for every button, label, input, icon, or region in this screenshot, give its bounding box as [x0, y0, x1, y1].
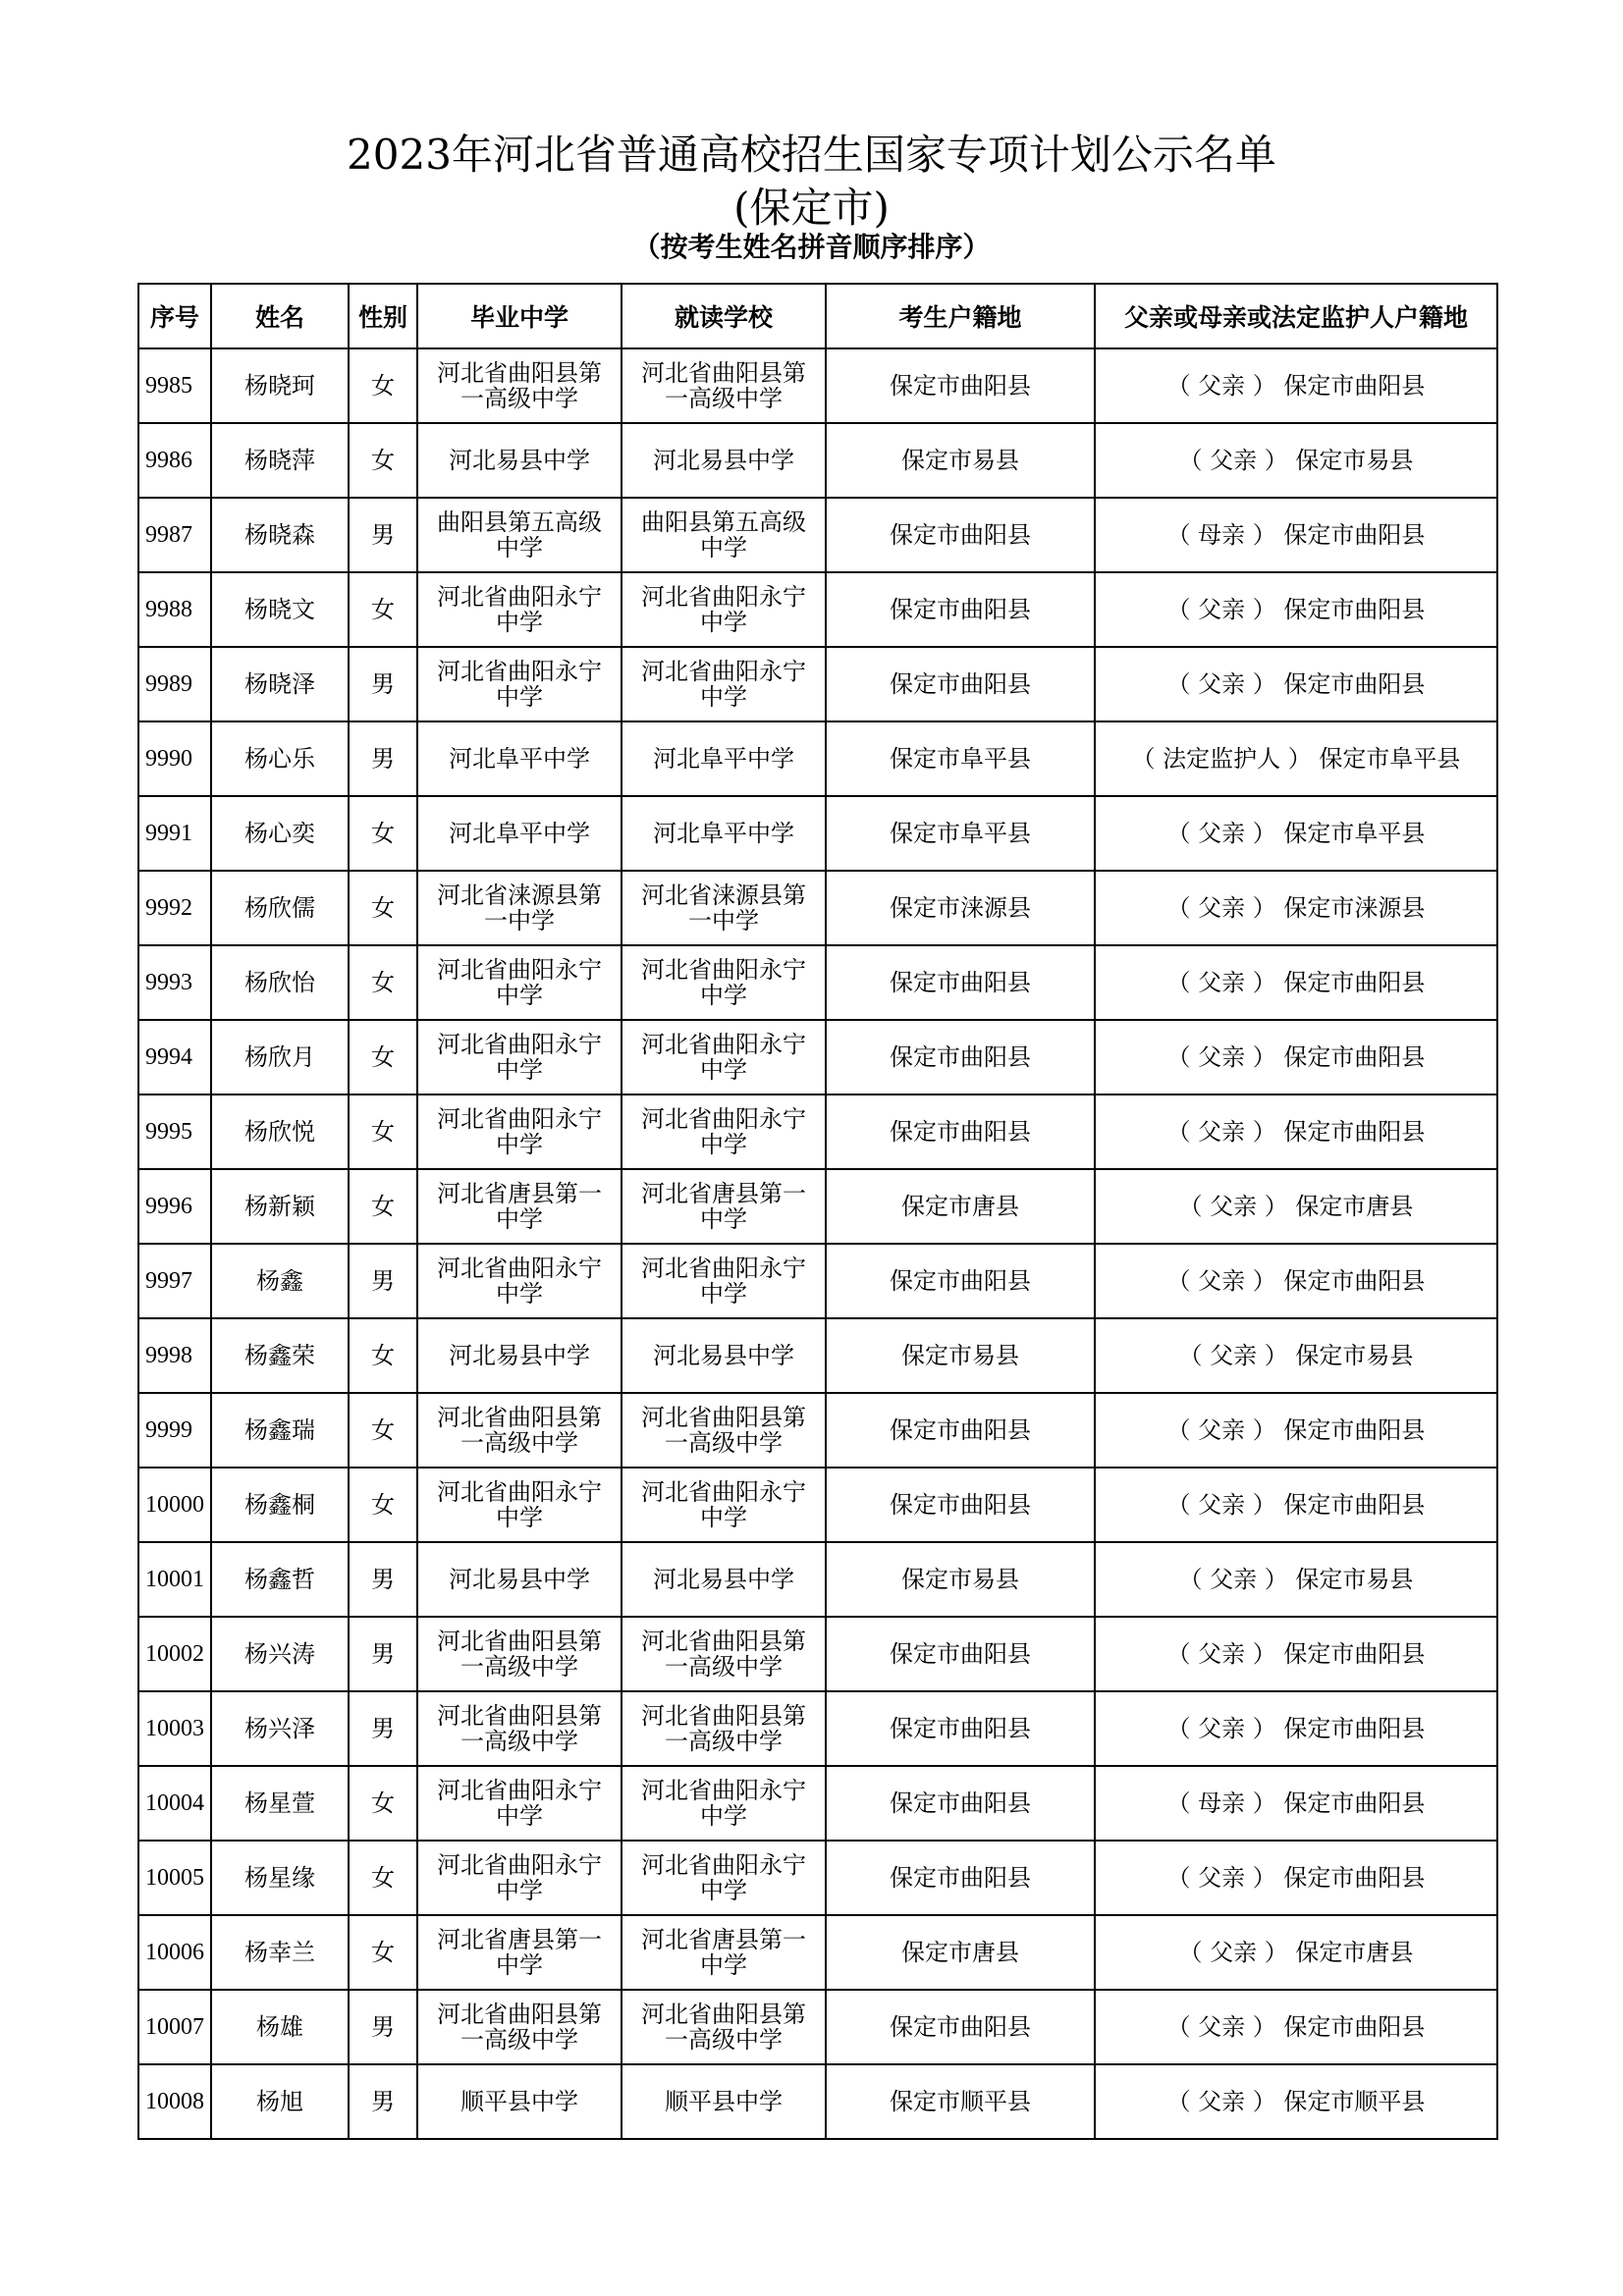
table-row — [138, 348, 1497, 423]
cell-current-school: 河北省唐县第一中学 — [622, 1169, 826, 1244]
header-seq: 序号 — [138, 284, 211, 348]
cell-current-school: 河北省曲阳县第一高级中学 — [622, 1617, 826, 1691]
cell-current-school: 河北易县中学 — [622, 1542, 826, 1617]
cell-name: 杨兴涛 — [211, 1617, 349, 1691]
cell-gender: 男 — [349, 1244, 417, 1318]
table-row — [138, 1990, 1497, 2064]
cell-household-registration: 保定市曲阳县 — [826, 1990, 1095, 2064]
table-row — [138, 647, 1497, 721]
cell-gender: 女 — [349, 1468, 417, 1542]
cell-gender: 女 — [349, 796, 417, 871]
cell-graduated-school: 河北易县中学 — [417, 1542, 622, 1617]
cell-seq: 9996 — [138, 1169, 211, 1244]
cell-name: 杨旭 — [211, 2064, 349, 2139]
cell-name: 杨心奕 — [211, 796, 349, 871]
table-row — [138, 2064, 1497, 2139]
cell-graduated-school: 河北省曲阳永宁中学 — [417, 1244, 622, 1318]
cell-gender: 女 — [349, 1841, 417, 1915]
cell-graduated-school: 河北省曲阳永宁中学 — [417, 1095, 622, 1169]
cell-guardian-registration: （ 父亲 ） 保定市曲阳县 — [1095, 945, 1497, 1020]
cell-current-school: 河北易县中学 — [622, 1318, 826, 1393]
cell-guardian-registration: （ 父亲 ） 保定市阜平县 — [1095, 796, 1497, 871]
cell-seq: 9995 — [138, 1095, 211, 1169]
cell-graduated-school: 河北省曲阳永宁中学 — [417, 1841, 622, 1915]
cell-seq: 9999 — [138, 1393, 211, 1468]
cell-gender: 女 — [349, 1915, 417, 1990]
cell-name: 杨鑫桐 — [211, 1468, 349, 1542]
cell-guardian-registration: （ 母亲 ） 保定市曲阳县 — [1095, 1766, 1497, 1841]
cell-guardian-registration: （ 父亲 ） 保定市易县 — [1095, 1542, 1497, 1617]
cell-graduated-school: 河北省曲阳县第一高级中学 — [417, 348, 622, 423]
cell-seq: 10003 — [138, 1691, 211, 1766]
cell-seq: 10001 — [138, 1542, 211, 1617]
cell-graduated-school: 河北省曲阳县第一高级中学 — [417, 1691, 622, 1766]
cell-gender: 女 — [349, 1318, 417, 1393]
page-subtitle: (保定市) — [733, 184, 890, 232]
cell-gender: 女 — [349, 1020, 417, 1095]
cell-guardian-registration: （ 父亲 ） 保定市曲阳县 — [1095, 1020, 1497, 1095]
cell-guardian-registration: （ 父亲 ） 保定市曲阳县 — [1095, 1468, 1497, 1542]
cell-guardian-registration: （ 父亲 ） 保定市曲阳县 — [1095, 572, 1497, 647]
cell-guardian-registration: （ 父亲 ） 保定市曲阳县 — [1095, 1990, 1497, 2064]
cell-current-school: 河北省唐县第一中学 — [622, 1915, 826, 1990]
cell-name: 杨新颖 — [211, 1169, 349, 1244]
cell-name: 杨晓泽 — [211, 647, 349, 721]
cell-guardian-registration: （ 父亲 ） 保定市曲阳县 — [1095, 647, 1497, 721]
table-row — [138, 945, 1497, 1020]
cell-guardian-registration: （ 法定监护人 ） 保定市阜平县 — [1095, 721, 1497, 796]
cell-household-registration: 保定市易县 — [826, 1318, 1095, 1393]
cell-seq: 10007 — [138, 1990, 211, 2064]
table-row — [138, 1318, 1497, 1393]
cell-guardian-registration: （ 父亲 ） 保定市涞源县 — [1095, 871, 1497, 945]
cell-gender: 男 — [349, 721, 417, 796]
cell-current-school: 河北省曲阳永宁中学 — [622, 1766, 826, 1841]
cell-guardian-registration: （ 父亲 ） 保定市曲阳县 — [1095, 1244, 1497, 1318]
cell-gender: 男 — [349, 2064, 417, 2139]
cell-current-school: 河北省曲阳县第一高级中学 — [622, 348, 826, 423]
cell-graduated-school: 河北省曲阳县第一高级中学 — [417, 1617, 622, 1691]
cell-household-registration: 保定市曲阳县 — [826, 572, 1095, 647]
table-row — [138, 796, 1497, 871]
cell-current-school: 河北省曲阳县第一高级中学 — [622, 1691, 826, 1766]
cell-household-registration: 保定市曲阳县 — [826, 498, 1095, 572]
cell-guardian-registration: （ 父亲 ） 保定市唐县 — [1095, 1915, 1497, 1990]
cell-current-school: 曲阳县第五高级中学 — [622, 498, 826, 572]
table-row — [138, 1393, 1497, 1468]
roster-table — [137, 283, 1498, 2140]
cell-gender: 女 — [349, 1393, 417, 1468]
cell-seq: 10008 — [138, 2064, 211, 2139]
cell-guardian-registration: （ 父亲 ） 保定市曲阳县 — [1095, 1691, 1497, 1766]
cell-household-registration: 保定市曲阳县 — [826, 1095, 1095, 1169]
cell-gender: 男 — [349, 647, 417, 721]
table-row — [138, 1617, 1497, 1691]
cell-current-school: 河北省曲阳永宁中学 — [622, 572, 826, 647]
cell-name: 杨兴泽 — [211, 1691, 349, 1766]
cell-household-registration: 保定市曲阳县 — [826, 1841, 1095, 1915]
cell-gender: 女 — [349, 1766, 417, 1841]
cell-current-school: 河北省曲阳永宁中学 — [622, 647, 826, 721]
cell-name: 杨晓森 — [211, 498, 349, 572]
cell-seq: 9994 — [138, 1020, 211, 1095]
cell-seq: 10002 — [138, 1617, 211, 1691]
cell-current-school: 河北省曲阳永宁中学 — [622, 1095, 826, 1169]
cell-household-registration: 保定市曲阳县 — [826, 1020, 1095, 1095]
cell-gender: 女 — [349, 572, 417, 647]
cell-name: 杨晓萍 — [211, 423, 349, 498]
cell-gender: 男 — [349, 498, 417, 572]
table-row — [138, 1841, 1497, 1915]
cell-graduated-school: 河北省涞源县第一中学 — [417, 871, 622, 945]
cell-gender: 女 — [349, 945, 417, 1020]
cell-guardian-registration: （ 父亲 ） 保定市顺平县 — [1095, 2064, 1497, 2139]
cell-household-registration: 保定市阜平县 — [826, 721, 1095, 796]
page-title: 2023年河北省普通高校招生国家专项计划公示名单 — [347, 131, 1276, 179]
cell-name: 杨欣月 — [211, 1020, 349, 1095]
cell-seq: 9991 — [138, 796, 211, 871]
cell-household-registration: 保定市曲阳县 — [826, 348, 1095, 423]
cell-name: 杨心乐 — [211, 721, 349, 796]
cell-household-registration: 保定市曲阳县 — [826, 1468, 1095, 1542]
table-row — [138, 721, 1497, 796]
cell-household-registration: 保定市涞源县 — [826, 871, 1095, 945]
table-row — [138, 871, 1497, 945]
cell-current-school: 河北阜平中学 — [622, 796, 826, 871]
cell-gender: 女 — [349, 348, 417, 423]
cell-current-school: 河北易县中学 — [622, 423, 826, 498]
cell-current-school: 河北省曲阳永宁中学 — [622, 945, 826, 1020]
header-current-school: 就读学校 — [622, 284, 826, 348]
cell-gender: 女 — [349, 871, 417, 945]
cell-seq: 10005 — [138, 1841, 211, 1915]
cell-seq: 9986 — [138, 423, 211, 498]
cell-name: 杨星萱 — [211, 1766, 349, 1841]
cell-gender: 男 — [349, 1691, 417, 1766]
cell-household-registration: 保定市阜平县 — [826, 796, 1095, 871]
cell-graduated-school: 河北省唐县第一中学 — [417, 1169, 622, 1244]
cell-name: 杨鑫 — [211, 1244, 349, 1318]
cell-graduated-school: 曲阳县第五高级中学 — [417, 498, 622, 572]
cell-seq: 9988 — [138, 572, 211, 647]
cell-household-registration: 保定市易县 — [826, 1542, 1095, 1617]
cell-seq: 9998 — [138, 1318, 211, 1393]
cell-guardian-registration: （ 父亲 ） 保定市曲阳县 — [1095, 1095, 1497, 1169]
cell-graduated-school: 河北省曲阳永宁中学 — [417, 1766, 622, 1841]
cell-name: 杨晓文 — [211, 572, 349, 647]
cell-name: 杨鑫瑞 — [211, 1393, 349, 1468]
header-graduated-school: 毕业中学 — [417, 284, 622, 348]
cell-graduated-school: 河北省唐县第一中学 — [417, 1915, 622, 1990]
cell-seq: 9985 — [138, 348, 211, 423]
cell-graduated-school: 河北省曲阳永宁中学 — [417, 945, 622, 1020]
table-row — [138, 1915, 1497, 1990]
cell-current-school: 河北省涞源县第一中学 — [622, 871, 826, 945]
cell-graduated-school: 河北阜平中学 — [417, 796, 622, 871]
table-row — [138, 1468, 1497, 1542]
cell-household-registration: 保定市曲阳县 — [826, 1244, 1095, 1318]
cell-gender: 女 — [349, 1095, 417, 1169]
table-row — [138, 423, 1497, 498]
cell-name: 杨雄 — [211, 1990, 349, 2064]
cell-current-school: 河北省曲阳永宁中学 — [622, 1020, 826, 1095]
cell-name: 杨幸兰 — [211, 1915, 349, 1990]
table-row — [138, 572, 1497, 647]
cell-graduated-school: 顺平县中学 — [417, 2064, 622, 2139]
cell-household-registration: 保定市曲阳县 — [826, 1691, 1095, 1766]
cell-gender: 男 — [349, 1617, 417, 1691]
table-row — [138, 1169, 1497, 1244]
header-gender: 性别 — [349, 284, 417, 348]
table-header-row — [138, 284, 1497, 348]
cell-household-registration: 保定市曲阳县 — [826, 647, 1095, 721]
sort-note: （按考生姓名拼音顺序排序） — [632, 231, 991, 263]
table-row — [138, 1691, 1497, 1766]
cell-household-registration: 保定市曲阳县 — [826, 1393, 1095, 1468]
cell-name: 杨欣怡 — [211, 945, 349, 1020]
cell-current-school: 河北省曲阳县第一高级中学 — [622, 1990, 826, 2064]
cell-gender: 男 — [349, 1542, 417, 1617]
cell-current-school: 河北省曲阳永宁中学 — [622, 1841, 826, 1915]
header-guardian-registration: 父亲或母亲或法定监护人户籍地 — [1095, 284, 1497, 348]
cell-graduated-school: 河北省曲阳县第一高级中学 — [417, 1393, 622, 1468]
cell-guardian-registration: （ 父亲 ） 保定市曲阳县 — [1095, 348, 1497, 423]
cell-household-registration: 保定市顺平县 — [826, 2064, 1095, 2139]
cell-name: 杨晓珂 — [211, 348, 349, 423]
cell-seq: 10006 — [138, 1915, 211, 1990]
cell-seq: 9992 — [138, 871, 211, 945]
cell-graduated-school: 河北阜平中学 — [417, 721, 622, 796]
table-row — [138, 1095, 1497, 1169]
cell-guardian-registration: （ 父亲 ） 保定市易县 — [1095, 1318, 1497, 1393]
table-row — [138, 1542, 1497, 1617]
cell-household-registration: 保定市易县 — [826, 423, 1095, 498]
cell-household-registration: 保定市曲阳县 — [826, 945, 1095, 1020]
table-row — [138, 1766, 1497, 1841]
cell-gender: 女 — [349, 423, 417, 498]
cell-graduated-school: 河北省曲阳县第一高级中学 — [417, 1990, 622, 2064]
cell-guardian-registration: （ 父亲 ） 保定市易县 — [1095, 423, 1497, 498]
cell-seq: 10004 — [138, 1766, 211, 1841]
cell-seq: 10000 — [138, 1468, 211, 1542]
cell-gender: 女 — [349, 1169, 417, 1244]
cell-seq: 9993 — [138, 945, 211, 1020]
cell-current-school: 河北省曲阳县第一高级中学 — [622, 1393, 826, 1468]
cell-current-school: 河北省曲阳永宁中学 — [622, 1468, 826, 1542]
cell-household-registration: 保定市唐县 — [826, 1915, 1095, 1990]
cell-graduated-school: 河北省曲阳永宁中学 — [417, 647, 622, 721]
cell-guardian-registration: （ 父亲 ） 保定市曲阳县 — [1095, 1393, 1497, 1468]
cell-gender: 男 — [349, 1990, 417, 2064]
header-household-registration: 考生户籍地 — [826, 284, 1095, 348]
cell-seq: 9997 — [138, 1244, 211, 1318]
cell-guardian-registration: （ 父亲 ） 保定市曲阳县 — [1095, 1617, 1497, 1691]
cell-guardian-registration: （ 父亲 ） 保定市唐县 — [1095, 1169, 1497, 1244]
cell-seq: 9990 — [138, 721, 211, 796]
cell-seq: 9989 — [138, 647, 211, 721]
cell-household-registration: 保定市曲阳县 — [826, 1617, 1095, 1691]
cell-name: 杨鑫荣 — [211, 1318, 349, 1393]
cell-graduated-school: 河北省曲阳永宁中学 — [417, 572, 622, 647]
cell-name: 杨鑫哲 — [211, 1542, 349, 1617]
cell-name: 杨欣悦 — [211, 1095, 349, 1169]
cell-name: 杨星缘 — [211, 1841, 349, 1915]
cell-seq: 9987 — [138, 498, 211, 572]
cell-current-school: 河北省曲阳永宁中学 — [622, 1244, 826, 1318]
table-row — [138, 1244, 1497, 1318]
cell-name: 杨欣儒 — [211, 871, 349, 945]
cell-graduated-school: 河北省曲阳永宁中学 — [417, 1468, 622, 1542]
table-row — [138, 498, 1497, 572]
cell-current-school: 河北阜平中学 — [622, 721, 826, 796]
cell-guardian-registration: （ 母亲 ） 保定市曲阳县 — [1095, 498, 1497, 572]
cell-graduated-school: 河北易县中学 — [417, 1318, 622, 1393]
cell-household-registration: 保定市唐县 — [826, 1169, 1095, 1244]
table-row — [138, 1020, 1497, 1095]
cell-guardian-registration: （ 父亲 ） 保定市曲阳县 — [1095, 1841, 1497, 1915]
cell-household-registration: 保定市曲阳县 — [826, 1766, 1095, 1841]
cell-graduated-school: 河北省曲阳永宁中学 — [417, 1020, 622, 1095]
cell-current-school: 顺平县中学 — [622, 2064, 826, 2139]
cell-graduated-school: 河北易县中学 — [417, 423, 622, 498]
header-name: 姓名 — [211, 284, 349, 348]
